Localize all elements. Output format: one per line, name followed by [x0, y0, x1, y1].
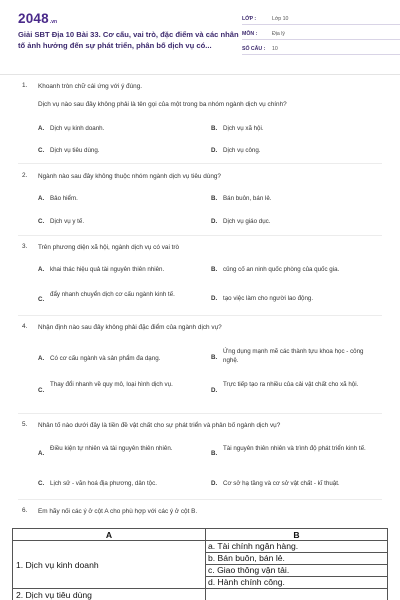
meta-row-subject [242, 28, 400, 40]
column-b-item: b. Bán buôn, bán lẻ. [206, 553, 388, 565]
option-text: Thay đổi nhanh về quy mô, loại hình dịch vụ. [50, 381, 173, 388]
question-divider [18, 499, 382, 500]
option-letter: C. [38, 218, 45, 225]
option-letter: B. [211, 195, 218, 202]
meta-value: 10 [272, 45, 278, 52]
option-text: Bảo hiểm. [50, 195, 78, 202]
option-c[interactable] [38, 290, 208, 310]
meta-row-class [242, 13, 400, 25]
question-number: 3. [22, 243, 28, 250]
column-a-header: A [13, 529, 206, 541]
option-text: Cơ sở hạ tầng và cơ sở vật chất - kĩ thuật. [223, 480, 340, 487]
option-b[interactable] [211, 347, 386, 367]
option-letter: D. [211, 387, 218, 394]
option-text: Dịch vụ giáo dục. [223, 218, 271, 225]
option-letter: C. [38, 147, 45, 154]
meta-row-count [242, 43, 400, 55]
option-letter: A. [38, 125, 45, 132]
option-text: Tài nguyên thiên nhiên và trình độ phát triển kinh tế. [223, 445, 366, 452]
column-b-item [206, 589, 388, 600]
column-a-item: 2. Dịch vụ tiêu dùng [13, 589, 206, 600]
document-title: Giải SBT Địa 10 Bài 33. Cơ cấu, vai trò, đặc điểm và các nhân tố ảnh hưởng đến sự phát triển, phân bố dịch vụ có... [18, 30, 239, 50]
option-a[interactable] [38, 444, 208, 464]
question-text: Trên phương diện xã hội, ngành dịch vụ có vai trò [38, 244, 180, 251]
column-b-item: c. Giao thông vận tải. [206, 565, 388, 577]
option-letter: C. [38, 387, 45, 394]
option-text: Dịch vụ kinh doanh. [50, 125, 105, 132]
option-text: tạo việc làm cho người lao động. [223, 295, 314, 302]
option-letter: C. [38, 296, 45, 303]
question-divider [18, 413, 382, 414]
option-text: đẩy nhanh chuyển dịch cơ cấu ngành kinh tế. [50, 291, 175, 298]
option-d[interactable] [211, 380, 386, 400]
meta-label: MÔN : [242, 30, 258, 37]
option-text: Dịch vụ xã hội. [223, 125, 264, 132]
option-text: Dịch vụ tiêu dùng. [50, 147, 100, 154]
option-letter: B. [211, 450, 218, 457]
question-divider [18, 163, 382, 164]
column-a-item: 1. Dịch vụ kinh doanh [13, 541, 206, 589]
option-letter: B. [211, 266, 218, 273]
option-c[interactable] [38, 380, 208, 400]
option-text: Dịch vụ y tế. [50, 218, 85, 225]
table-row [13, 589, 388, 600]
option-text: Có cơ cấu ngành và sản phẩm đa dạng. [50, 355, 161, 362]
meta-label: SỐ CÂU : [242, 45, 266, 52]
question-number: 4. [22, 323, 28, 330]
meta-value: Lớp 10 [272, 15, 289, 22]
question-number: 6. [22, 507, 28, 514]
question-text: Khoanh tròn chữ cái ứng với ý đúng. [38, 83, 143, 90]
option-text: củng cố an ninh quốc phòng của quốc gia. [223, 266, 340, 273]
site-logo[interactable] [18, 12, 57, 26]
option-letter: B. [211, 354, 218, 361]
meta-label: LỚP : [242, 15, 257, 22]
option-b[interactable] [211, 444, 386, 464]
option-letter: A. [38, 355, 45, 362]
table-row [13, 541, 388, 553]
question-text: Ngành nào sau đây không thuộc nhóm ngành dịch vụ tiêu dùng? [38, 173, 221, 180]
option-text: Dịch vụ công. [223, 147, 261, 154]
question-number: 2. [22, 172, 28, 179]
option-letter: A. [38, 450, 45, 457]
question-number: 5. [22, 421, 28, 428]
option-text: Trực tiếp tạo ra nhiều của cải vật chất cho xã hội. [223, 381, 359, 388]
option-letter: D. [211, 147, 218, 154]
option-text: khai thác hiệu quả tài nguyên thiên nhiên. [50, 266, 165, 273]
column-b-item: a. Tài chính ngân hàng. [206, 541, 388, 553]
matching-table [12, 528, 388, 600]
option-letter: B. [211, 125, 218, 132]
question-divider [18, 235, 382, 236]
option-letter: D. [211, 480, 218, 487]
option-text: Ứng dụng mạnh mẽ các thành tựu khoa học - công nghệ. [223, 348, 364, 364]
question-subtext: Dịch vụ nào sau đây không phải là tên gọi của một trong ba nhóm ngành dịch vụ chính? [38, 101, 287, 108]
option-letter: D. [211, 295, 218, 302]
option-letter: A. [38, 266, 45, 273]
option-letter: A. [38, 195, 45, 202]
question-text: Nhân tố nào dưới đây là tiền đề vật chất cho sự phát triển và phân bố ngành dịch vụ? [38, 422, 281, 429]
logo-text: 2048 [18, 11, 49, 26]
table-header-row [13, 529, 388, 541]
header-divider [0, 74, 400, 75]
logo-suffix: .vn [49, 19, 58, 25]
meta-value: Địa lý [272, 30, 285, 37]
question-number: 1. [22, 82, 28, 89]
option-text: Điều kiện tự nhiên và tài nguyên thiên nhiên. [50, 445, 173, 452]
question-text: Nhận định nào sau đây không phải đặc điểm của ngành dịch vụ? [38, 324, 222, 331]
column-b-item: d. Hành chính công. [206, 577, 388, 589]
option-text: Lịch sử - văn hoá địa phương, dân tộc. [50, 480, 157, 487]
option-letter: D. [211, 218, 218, 225]
question-text: Em hãy nối các ý ở cột A cho phù hợp với các ý ở cột B. [38, 508, 198, 515]
page-header [18, 12, 386, 60]
question-divider [18, 315, 382, 316]
option-text: Bán buôn, bán lẻ. [223, 195, 272, 202]
column-b-header: B [206, 529, 388, 541]
option-letter: C. [38, 480, 45, 487]
